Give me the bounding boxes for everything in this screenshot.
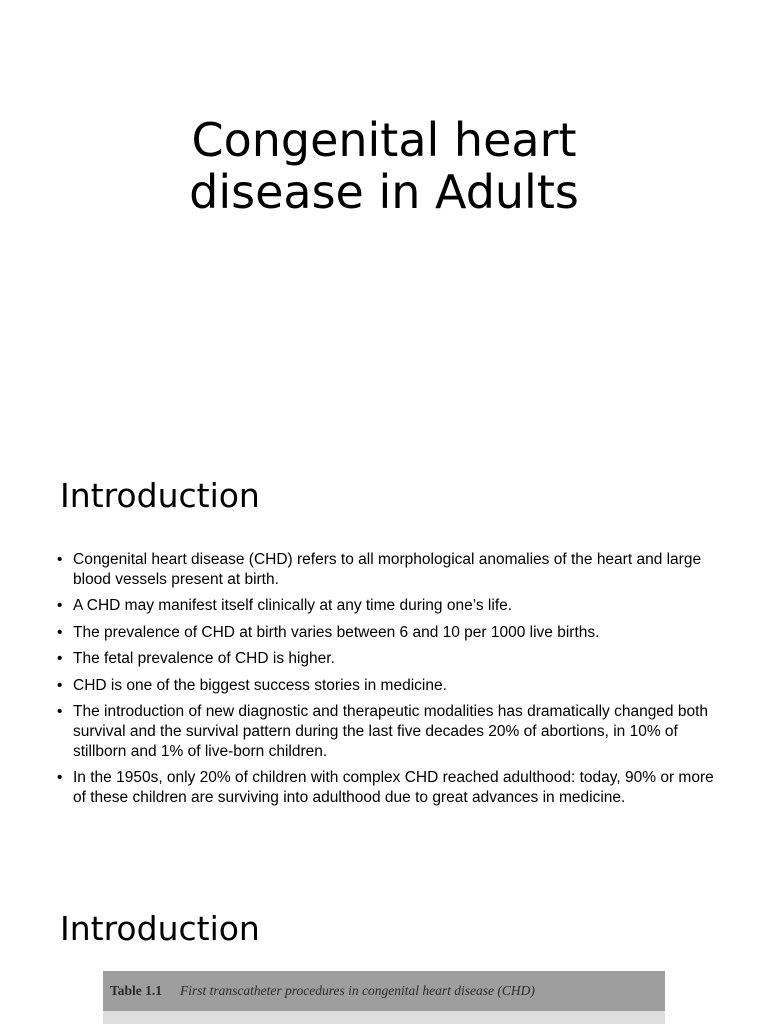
bullet-text: The fetal prevalence of CHD is higher.	[73, 650, 335, 668]
bullet-icon: •	[57, 551, 63, 568]
slide-title	[0, 114, 768, 218]
section-heading-introduction-2: Introduction	[60, 909, 260, 948]
section-heading-introduction: Introduction	[60, 476, 260, 515]
bullet-icon: •	[57, 597, 63, 615]
bullet-item	[57, 768, 717, 808]
table-header	[103, 971, 665, 1011]
bullet-item	[57, 649, 717, 669]
bullet-icon: •	[57, 650, 63, 668]
table-caption: First transcatheter procedures in congenital heart disease (CHD)	[180, 983, 535, 998]
table-row	[103, 1011, 665, 1024]
bullet-text: The prevalence of CHD at birth varies between 6 and 10 per 1000 live births.	[73, 623, 600, 641]
bullet-icon: •	[57, 623, 63, 641]
bullet-text: In the 1950s, only 20% of children with complex CHD reached adulthood: today, 90% or more of these children are surviving into adulthood due to great advances in medicine.	[73, 769, 714, 807]
bullet-item	[57, 550, 717, 590]
table-label: Table 1.1	[110, 983, 163, 998]
bullet-icon: •	[57, 702, 63, 720]
slide-title-line-2: disease in Adults	[189, 165, 579, 219]
slide-title-line-1: Congenital heart	[191, 113, 577, 167]
bullet-text: The introduction of new diagnostic and therapeutic modalities has dramatically changed both survival and the survival pattern during the last five decades 20% of abortions, in 10% of stillborn and 1% of live-born children.	[73, 702, 709, 760]
bullet-list	[57, 550, 717, 815]
bullet-icon: •	[57, 769, 63, 787]
bullet-item	[57, 702, 717, 762]
table-image	[103, 971, 665, 1024]
bullet-text: CHD is one of the biggest success stories in medicine.	[73, 676, 447, 694]
bullet-text: Congenital heart disease (CHD) refers to all morphological anomalies of the heart and large blood vessels present at birth.	[73, 551, 702, 588]
bullet-item	[57, 623, 717, 643]
bullet-item	[57, 596, 717, 616]
bullet-text: A CHD may manifest itself clinically at any time during one’s life.	[73, 597, 513, 615]
bullet-item	[57, 676, 717, 696]
bullet-icon: •	[57, 676, 63, 694]
